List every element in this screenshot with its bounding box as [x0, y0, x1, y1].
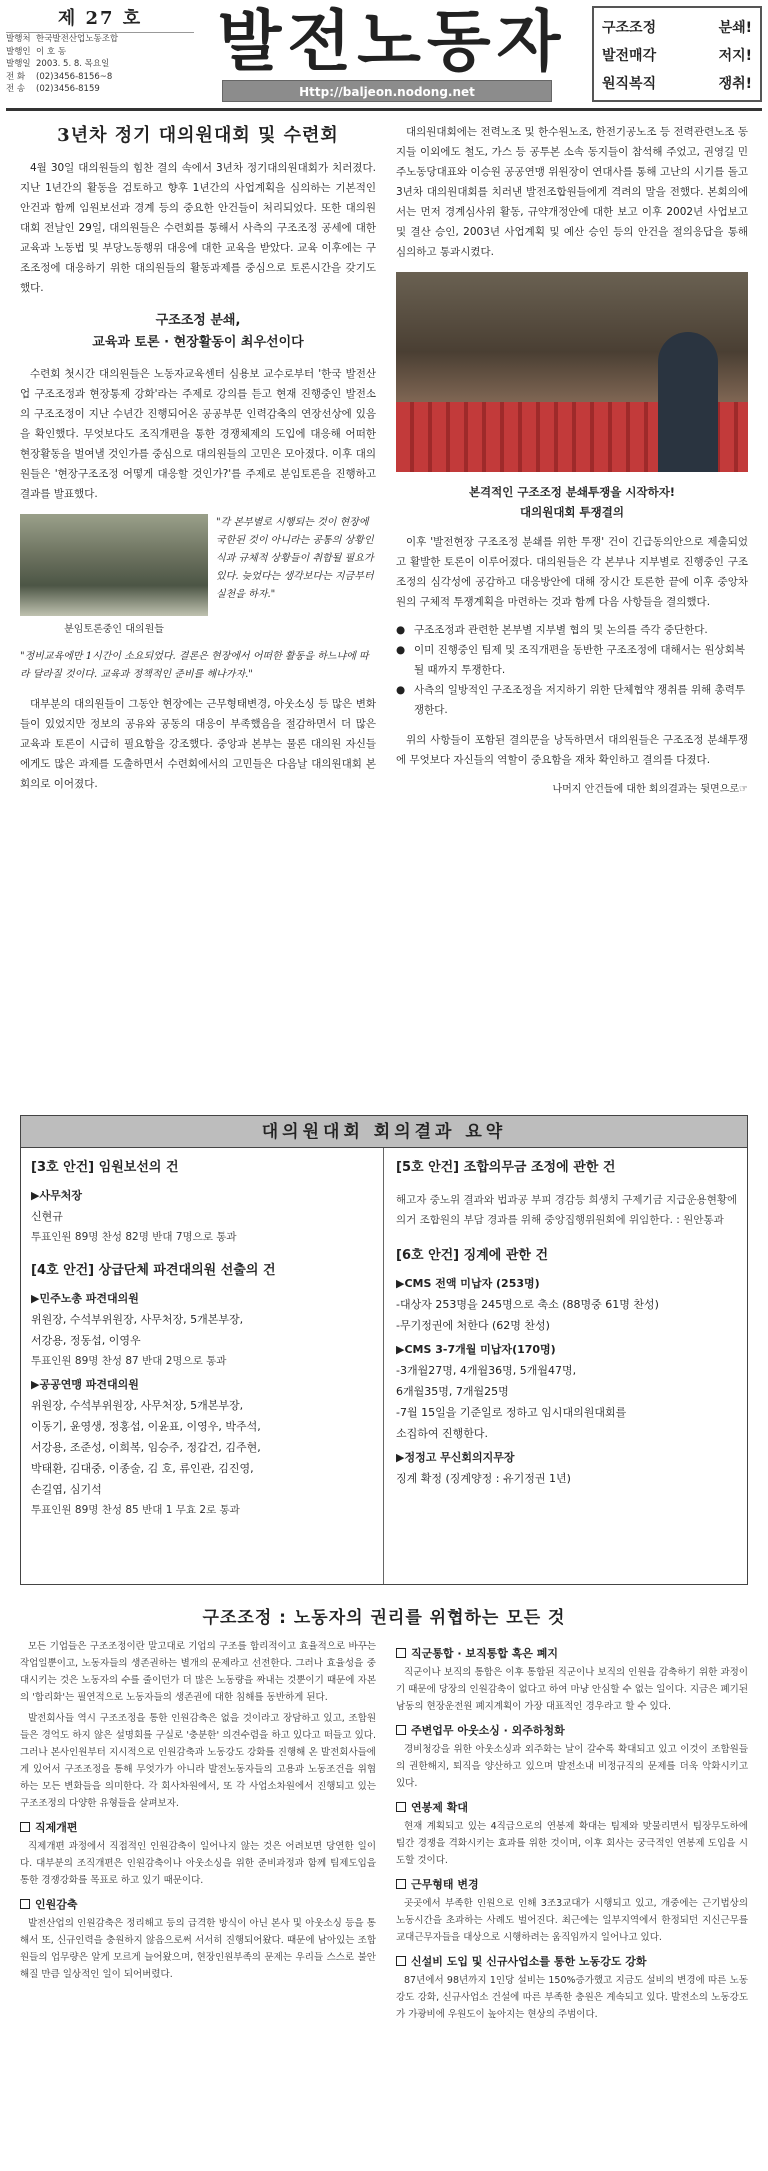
resolution-item: ● 이미 진행중인 팀제 및 조직개편을 동반한 구조조정에 대해서는 원상회복 될 때까지 투쟁한다. — [396, 640, 748, 680]
section-line: 징계 확정 (징계양정 : 유기정권 1년) — [396, 1472, 571, 1485]
article-title: 3년차 정기 대의원대회 및 수련회 — [57, 125, 339, 146]
slogan-line — [602, 70, 752, 98]
meta-row — [6, 46, 194, 59]
article-right-column — [396, 122, 748, 798]
header-divider — [6, 108, 762, 111]
resolution-item: ● 구조조정과 관련한 본부별 지부별 협의 및 논의를 즉각 중단한다. — [396, 620, 748, 640]
slogan-action: 분쇄! — [718, 20, 752, 36]
site-url-link[interactable]: Http://baljeon.nodong.net — [222, 80, 552, 102]
photo-convention-hall — [396, 272, 748, 472]
lower-item-text: 직제개편 과정에서 직접적인 인원감축이 일어나지 않는 것은 어려보면 당연한 일이다. 대부분의 조직개편은 인원감축이나 아웃소싱을 위한 준비과정과 함께 팀제도입을 통한 경쟁강화를 목표로 하고 있기 때문이다. — [20, 1841, 376, 1886]
lower-item-heading — [396, 1798, 748, 1818]
handwritten-quote: "각 본부별로 시행되는 것이 현장에 국한된 것이 아니라는 공통의 상황인식과 규체적 상황들이 취합될 필요가 있다. 늦었다는 생각보다는 지금부터 실천을 하자." — [216, 516, 374, 600]
agenda-topic: 조합의무금 조정에 관한 건 — [463, 1160, 616, 1175]
lower-item — [20, 1818, 376, 1889]
agenda-item — [396, 1244, 739, 1489]
lower-item-title: 연봉제 확대 — [411, 1801, 468, 1814]
resolution-list — [396, 620, 748, 720]
lower-item — [396, 1721, 748, 1792]
summary-left-column — [31, 1156, 376, 1520]
agenda-heading — [31, 1259, 376, 1283]
summary-title: 대의원대회 회의결과 요약 — [21, 1116, 747, 1148]
agenda-topic: 임원보선의 건 — [98, 1160, 179, 1175]
meta-key: 발행처 — [6, 34, 31, 44]
lower-item-heading — [396, 1721, 748, 1741]
issue-number: 제 27 호 — [6, 6, 194, 33]
subheading — [20, 310, 376, 354]
section-heading: ▶사무처장 — [31, 1189, 82, 1202]
meta-row — [6, 83, 194, 96]
lower-item-text: 경비청강을 위한 아웃소싱과 외주화는 날이 갈수록 확대되고 있고 이것이 조합원들의 권한해지, 퇴직을 양산하고 있으며 발전소내 비정규직의 문제를 더욱 악화시키고 있다. — [396, 1744, 748, 1789]
subheading-line: 구조조정 분쇄, — [155, 312, 241, 328]
lower-item-title: 근무형태 변경 — [411, 1878, 479, 1891]
slogan-subject: 발전매각 — [602, 48, 657, 64]
article-paragraph: 4월 30일 대의원들의 힘찬 결의 속에서 3년차 정기대의원대회가 치러졌다. 지난 1년간의 활동을 검토하고 향후 1년간의 사업계획을 심의하는 기본적인 안건과 함께 임원보선과 경계 등의 중요한 안건들이 처리되었다. 또한 대의원대회 전날인 29일, 대의원들은 수련회를 통해서 사측의 구조조정 공세에 대한 교육과 노동법 및 부당노동행위 대응에 대한 교육을 받았다. 교육 이후에는 구조조정에 대응하기 위한 대의원들의 활동과제를 중심으로 토론시간을 갖기도 했다. — [20, 161, 376, 294]
article-paragraph: 이후 '발전현장 구조조정 분쇄를 위한 투쟁' 건이 긴급동의안으로 제출되었고 활발한 토론이 이루어졌다. 대의원들은 각 본부나 지부별로 진행중인 구조조정의 심각성에 공감하고 대응방안에 대해 장시간 토론한 끝에 이후 중앙차원의 구체적 투쟁계획을 마련하는 것과 함께 다음 사항들을 결의했다. — [396, 536, 748, 608]
agenda-number: [6호 안건] — [396, 1248, 460, 1263]
lower-item-text: 현재 계획되고 있는 4직급으로의 연봉제 확대는 팀제와 맞물리면서 팀장무도하에 팀간 경쟁을 격화시키는 효과를 위한 것이며, 이후 회사는 궁극적인 연봉제 도입을 시도할 것이다. — [396, 1821, 748, 1866]
lower-item-text: 발전산업의 인원감축은 정리해고 등의 급격한 방식이 아닌 본사 및 아웃소싱 등을 통해서 또, 신규인력을 충원하지 않음으로써 서서히 진행되어왔다. 때문에 남아있는 조합원들의 업무량은 알게 모르게 늘어왔으며, 현장인원부족의 문제는 우리들 스스로 불안해질 만큼 일상적인 일이 되어버렸다. — [20, 1918, 376, 1980]
article-left-column — [20, 122, 376, 794]
resolution-item: ● 사측의 일방적인 구조조정을 저지하기 위한 단체협약 쟁취를 위해 총력투쟁한다. — [396, 680, 748, 720]
meta-key: 전 화 — [6, 71, 26, 82]
section-line: 손길엽, 심기석 — [31, 1483, 102, 1496]
agenda-number: [3호 안건] — [31, 1160, 95, 1175]
lower-item — [396, 1798, 748, 1869]
section-line: -7월 15일을 기준일로 정하고 임시대의원대회를 — [396, 1406, 627, 1419]
vote-result: 투표인원 89명 찬성 85 반대 1 무효 2로 통과 — [31, 1504, 240, 1516]
lower-paragraph: 발전회사들 역시 구조조정을 통한 인원감축은 없을 것이라고 장담하고 있고, 조합원들은 경억도 하지 않은 설명회를 구실로 '충분한' 의견수렴을 하고 있다고 떠들고 있다. 그러나 본사인원부터 지시적으로 인원감축과 노동강도 강화를 진행해 온 발전회사들에게 있어서 구조조정을 통해 무엇가가 아니라 발전노동자들의 고용과 노동조건을 위협하는 모든 변화들을 의미한다. 각 회사차원에서, 또 각 사업소차원에서 진행되고 있는 구조조정의 다양한 유형들을 살펴보자. — [20, 1713, 376, 1809]
slogan-action: 저지! — [718, 48, 752, 64]
slogan-subject: 원직복직 — [602, 76, 657, 92]
lower-item-title: 주변업무 아웃소싱 · 외주하청화 — [411, 1724, 565, 1737]
section-line: -3개월27명, 4개월36명, 5개월47명, — [396, 1364, 577, 1377]
agenda-number: [4호 안건] — [31, 1263, 95, 1278]
lower-item-title: 인원감축 — [35, 1898, 78, 1911]
agenda-text: 해고자 중노위 결과와 법과공 부피 경감등 희생치 구제기금 지급운용현황에 의거 조합원의 부담 경과를 위해 중앙집행위원회에 위임한다. : 원안통과 — [396, 1194, 738, 1226]
lower-item-heading — [396, 1875, 748, 1895]
vote-result: 투표인원 89명 찬성 87 반대 2명으로 통과 — [31, 1355, 227, 1367]
photo-caption-main: 본격적인 구조조정 분쇄투쟁을 시작하자! — [468, 485, 676, 499]
section-line: 이동기, 윤영생, 정홍섭, 이윤표, 이영우, 박주석, — [31, 1420, 261, 1433]
issue-info-box — [6, 6, 194, 102]
summary-box — [20, 1115, 748, 1585]
agenda-topic: 징계에 관한 건 — [463, 1248, 549, 1263]
slogan-line — [602, 42, 752, 70]
photo-caption: 분임토론중인 대의원들 — [64, 623, 164, 635]
lower-item — [396, 1952, 748, 2023]
section-line: -무기정권에 처한다 (62명 찬성) — [396, 1319, 550, 1332]
slogan-box — [592, 6, 762, 102]
section-line: 6개월35명, 7개월25명 — [396, 1385, 509, 1398]
checkbox-icon — [20, 1899, 30, 1909]
agenda-item — [31, 1259, 376, 1520]
section-line: 소집하여 진행한다. — [396, 1427, 489, 1440]
meta-value: 2003. 5. 8. 목요일 — [36, 59, 110, 69]
agenda-heading — [31, 1156, 376, 1180]
section-heading: ▶CMS 3-7개월 미납자(170명) — [396, 1343, 556, 1356]
photo-group-discussion — [20, 514, 208, 616]
agenda-heading — [396, 1244, 739, 1268]
lower-item-heading — [20, 1895, 376, 1915]
meta-row — [6, 33, 194, 46]
summary-divider — [383, 1148, 384, 1584]
section-heading: ▶정정고 무신회의지무장 — [396, 1451, 515, 1464]
meta-value: 한국발전산업노동조합 — [36, 34, 119, 44]
checkbox-icon — [396, 1725, 406, 1735]
meta-key: 발행인 — [6, 46, 31, 57]
lower-item-text: 직군이나 보직의 통합은 이후 통합된 직군이나 보직의 인원을 감축하기 위한 과정이기 때문에 당장의 인원감축이 없다고 하여 마냥 안심할 수 없는 일이다. 지금은 폐기된 남동의 현장운전원 폐지계획이 가장 대표적인 경우라고 할 수 있다. — [396, 1667, 748, 1712]
article-paragraph: 위의 사항들이 포함된 결의문을 낭독하면서 대의원들은 구조조정 분쇄투쟁에 무엇보다 자신들의 역할이 중요함을 재차 확인하고 결의를 다졌다. — [396, 734, 748, 766]
checkbox-icon — [396, 1802, 406, 1812]
section-line: 신현규 — [31, 1210, 63, 1223]
lower-item — [20, 1895, 376, 1983]
meta-value: 이 호 동 — [36, 46, 67, 57]
photo-caption-sub: 대의원대회 투쟁결의 — [520, 505, 624, 519]
agenda-heading — [396, 1156, 739, 1180]
checkbox-icon — [20, 1822, 30, 1832]
slogan-line — [602, 14, 752, 42]
meta-key: 발행일 — [6, 59, 31, 69]
section-line: 위원장, 수석부위원장, 사무처장, 5개본부장, — [31, 1313, 244, 1326]
meta-value: (02)3456-8159 — [36, 84, 100, 94]
handwritten-quote: "정비교육에만 1시간이 소요되었다. 결론은 현장에서 어떠한 활동을 하느냐에 따라 달라질 것이다. 교육과 정책적인 준비를 해나가자." — [20, 650, 369, 680]
lower-item-title: 직군통합 · 보직통합 혹은 폐지 — [411, 1647, 559, 1660]
lower-item — [396, 1875, 748, 1946]
section-line: 서강용, 조준성, 이희복, 임승주, 정갑건, 김주현, — [31, 1441, 261, 1454]
article-paragraph: 대부분의 대의원들이 그동안 현장에는 근무형태변경, 아웃소싱 등 많은 변화들이 있었지만 정보의 공유와 공동의 대응이 부족했음을 절감하면서 더 많은 교육과 토론이 시급히 필요함을 강조했다. 중앙과 본부는 물론 대의원 자신들에게도 많은 과제를 도출하면서 수련회에서의 고민들은 다음날 대의원대회 본회의로 이어졌다. — [20, 697, 376, 790]
agenda-topic: 상급단체 파견대의원 선출의 건 — [98, 1263, 276, 1278]
summary-right-column — [396, 1156, 739, 1489]
lower-article-title-wrap — [20, 1605, 748, 1631]
checkbox-icon — [396, 1879, 406, 1889]
publication-meta — [6, 33, 194, 96]
checkbox-icon — [396, 1648, 406, 1658]
section-heading: ▶공공연맹 파견대의원 — [31, 1378, 139, 1391]
section-line: 위원장, 수석부위원장, 사무처장, 5개본부장, — [31, 1399, 244, 1412]
lower-item-heading — [20, 1818, 376, 1838]
lower-item — [396, 1644, 748, 1715]
agenda-number: [5호 안건] — [396, 1160, 460, 1175]
agenda-item — [31, 1156, 376, 1247]
checkbox-icon — [396, 1956, 406, 1966]
meta-row — [6, 71, 194, 84]
section-line: 서강용, 정동섭, 이영우 — [31, 1334, 141, 1347]
continued-note: 나머지 안건들에 대한 회의결과는 뒷면으로☞ — [552, 784, 748, 795]
lower-item-heading — [396, 1952, 748, 1972]
lower-item-heading — [396, 1644, 748, 1664]
subheading-line: 교육과 토론 · 현장활동이 최우선이다 — [92, 334, 304, 350]
agenda-item — [396, 1156, 739, 1230]
meta-row — [6, 58, 194, 71]
lower-item-text: 곳곳에서 부족한 인원으로 인해 3조3교대가 시행되고 있고, 개중에는 근기법상의 노동시간을 초과하는 사례도 벌어진다. 최근에는 일부지역에서 한정되던 지신근무를 교대근무자들을 대상으로 시행하려는 움직임까지 일어나고 있다. — [396, 1898, 748, 1943]
lower-paragraph: 모든 기업들은 구조조정이란 말고대로 기업의 구조를 합리적이고 효율적으로 바꾸는 작업일뿐이고, 노동자들의 생존권하는 별개의 문제라고 선전한다. 그러나 효율성을 중대시키는 것은 노동자의 수를 줄이던가 더 많은 노동량을 짜내는 것뿐이기 때문에 자본의 '합리화'는 필연적으로 노동자들의 생존권에 대한 침해를 동반하게 된다. — [20, 1641, 376, 1703]
lower-right-column — [396, 1638, 748, 2023]
lower-item-title: 신설비 도입 및 신규사업소를 통한 노동강도 강화 — [411, 1955, 647, 1968]
lower-item-title: 직제개편 — [35, 1821, 78, 1834]
slogan-subject: 구조조정 — [602, 20, 657, 36]
vote-result: 투표인원 89명 찬성 82명 반대 7명으로 통과 — [31, 1231, 237, 1243]
article-paragraph: 수련회 첫시간 대의원들은 노동자교육센터 심용보 교수로부터 '한국 발전산업 구조조정과 현장통제 강화'라는 주제로 강의를 듣고 현재 진행중인 발전소의 구조조정이 지난 수년간 진행되어온 공공부문 인력감축의 연장선상에 있음을 확인했다. 무엇보다도 조직개편을 통한 경쟁체제의 도입에 대응해 어떠한 현장활동을 벌여낼 것인가를 중심으로 대의원들의 고민은 모아졌다. 이후 대의원들은 '현장구조조정 어떻게 대응할 것인가?'를 주제로 분임토론을 진행하고 결과를 발표했다. — [20, 367, 376, 500]
article-paragraph: 대의원대회에는 전력노조 및 한수원노조, 한전기공노조 등 전력관련노조 동지들 이외에도 철도, 가스 등 공투본 소속 동지들이 참석해 주었고, 권영길 민주노동당대표와 이승원 공공연맹 위원장이 연대사를 통해 고난의 시기를 돌고 3년차 대의원대회를 치러낸 발전조합원들에게 격려의 말을 전했다. 본회의에서는 먼저 경계심사위 활동, 규약개정안에 대한 보고 이후 2002년 사업보고 및 결산 승인, 2003년 사업계획 및 예산 승인 등의 안건을 절의응답을 통해 심의하고 통과시켰다. — [396, 126, 748, 258]
section-line: -대상자 253명을 245명으로 축소 (88명중 61명 찬성) — [396, 1298, 659, 1311]
lower-article-title: 구조조정 : 노동자의 권리를 위협하는 모든 것 — [202, 1608, 566, 1628]
section-line: 박태환, 김대중, 이종술, 김 호, 류인관, 김진영, — [31, 1462, 254, 1475]
lower-left-column — [20, 1638, 376, 1983]
newspaper-title: 발전노동자 — [217, 3, 567, 80]
lower-item-text: 87년에서 98년까지 1인당 설비는 150%증가했고 지금도 설비의 변경에 따른 노동강도 강화, 신규사업소 건설에 따른 부족한 충원은 계속되고 있다. 발전소의 노동강도가 가광비에 우원도이 높아지는 현상의 주범이다. — [396, 1975, 748, 2020]
section-heading: ▶CMS 전액 미납자 (253명) — [396, 1277, 540, 1290]
lower-left-items — [20, 1818, 376, 1983]
slogan-action: 쟁취! — [718, 76, 752, 92]
meta-key: 전 송 — [6, 84, 26, 94]
meta-value: (02)3456-8156~8 — [36, 71, 113, 82]
section-heading: ▶민주노총 파견대의원 — [31, 1292, 139, 1305]
speaker-figure — [658, 332, 718, 472]
